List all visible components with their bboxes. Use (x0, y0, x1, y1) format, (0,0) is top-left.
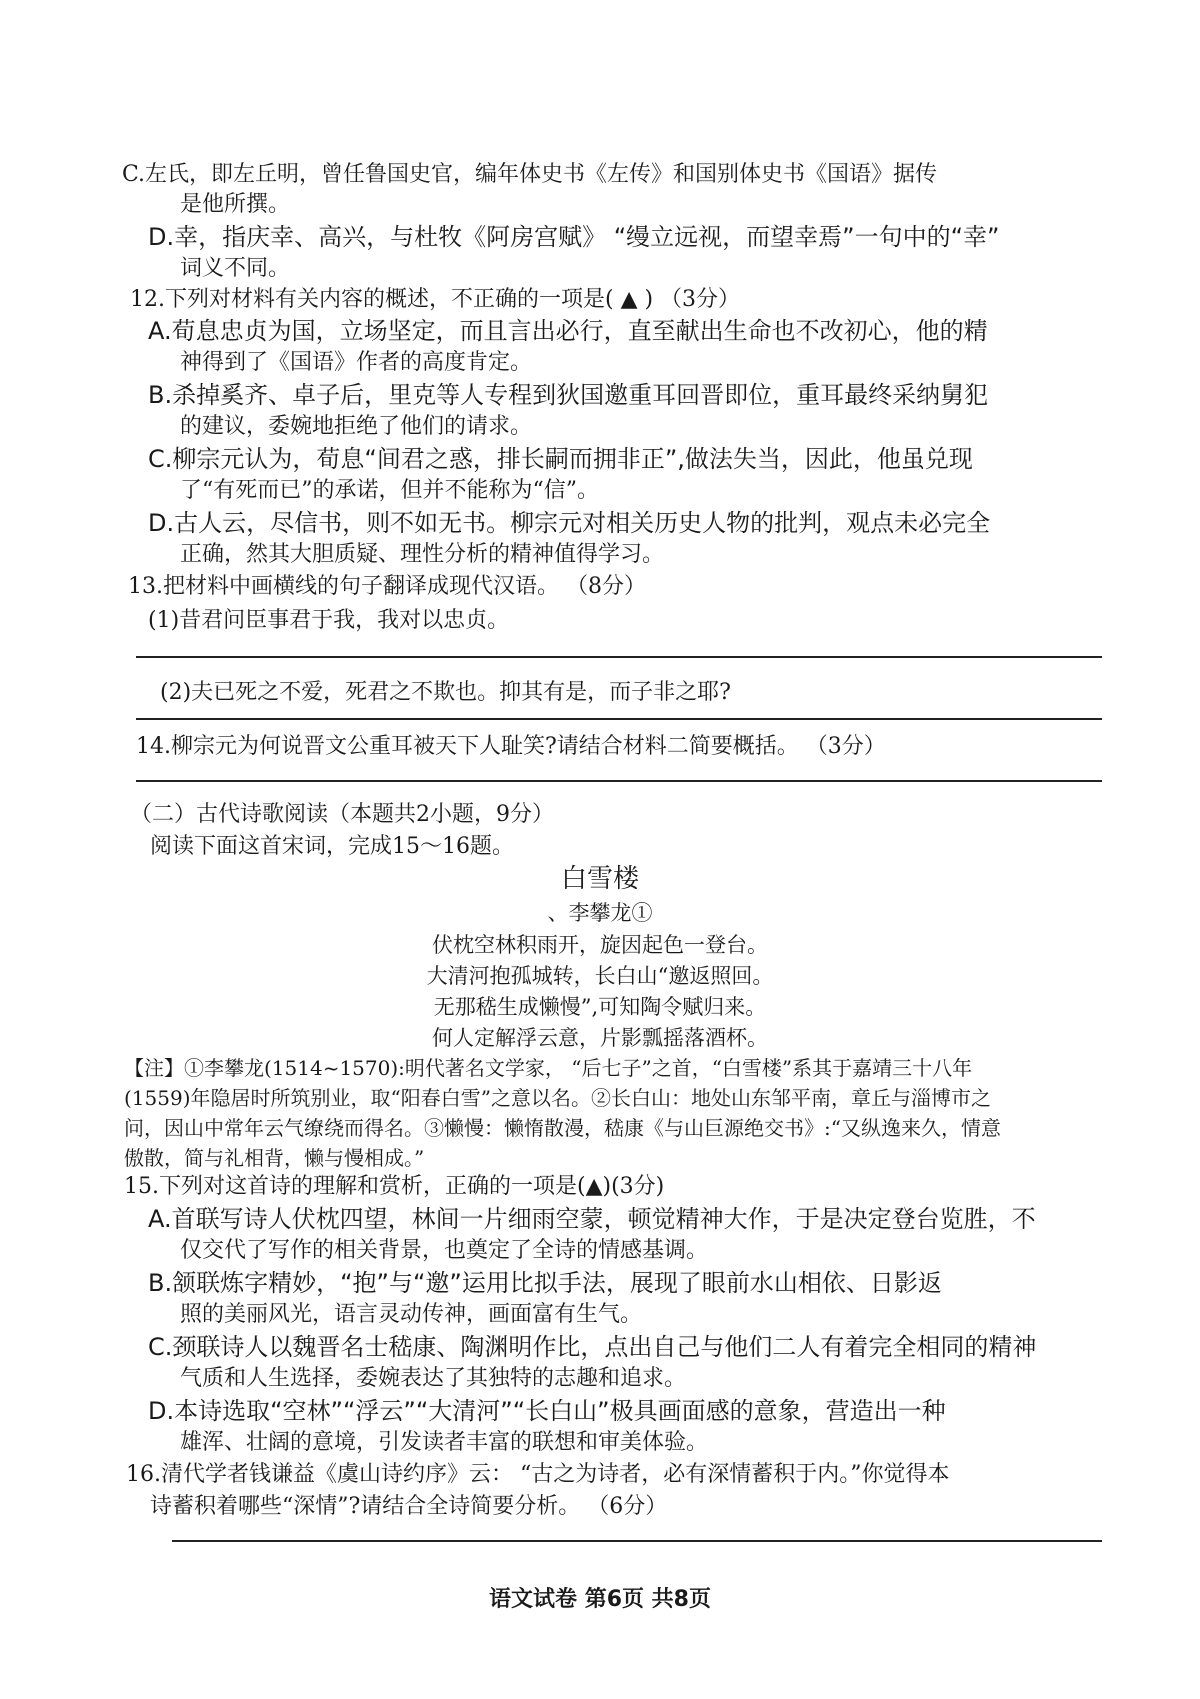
poem-line: 大清河抱孤城转，长白山“邀返照回。 (426, 964, 774, 988)
q11-option-d-line1: D.幸，指庆幸、高兴，与杜牧《阿房宫赋》 “缦立远视，而望幸焉”一句中的“幸” (148, 223, 1000, 251)
q13-sentence-2: (2)夫已死之不爱，死君之不欺也。抑其有是，而子非之耶? (160, 680, 731, 705)
answer-line (136, 718, 1102, 720)
q12-option-d-line1: D.古人云，尽信书，则不如无书。柳宗元对相关历史人物的批判，观点未必完全 (148, 509, 991, 537)
answer-line (136, 780, 1102, 782)
poem-note-line: (1559)年隐居时所筑别业，取“阳春白雪”之意以名。②长白山：地处山东邹平南，章丘与淄博市之 (124, 1086, 991, 1110)
q15-stem: 15.下列对这首诗的理解和赏析，正确的一项是(▲)(3分) (124, 1174, 665, 1199)
q12-option-b-line2: 的建议，委婉地拒绝了他们的请求。 (180, 414, 533, 439)
q15-option-c-line2: 气质和人生选择，委婉表达了其独特的志趣和追求。 (180, 1366, 687, 1391)
q15-option-a-line2: 仅交代了写作的相关背景，也奠定了全诗的情感基调。 (180, 1238, 709, 1263)
q12-option-c-line2: 了“有死而已”的承诺，但并不能称为“信”。 (180, 478, 599, 503)
q11-option-c-line1: C.左氏，即左丘明，曾任鲁国史官，编年体史书《左传》和国别体史书《国语》据传 (122, 162, 938, 187)
answer-line (172, 1540, 1102, 1542)
q12-option-d-line2: 正确，然其大胆质疑、理性分析的精神值得学习。 (180, 542, 665, 567)
q13-sentence-1: (1)昔君问臣事君于我，我对以忠贞。 (148, 608, 510, 633)
poem-note-line: 问，因山中常年云气缭绕而得名。③懒慢：懒惰散漫，嵇康《与山巨源绝交书》:“又纵逸来久，情意 (124, 1116, 1001, 1140)
q11-option-c-line2: 是他所撰。 (180, 192, 291, 217)
poem-note-line: 傲散，简与礼相背，懒与慢相成。” (124, 1146, 425, 1170)
q15-option-d-line2: 雄浑、壮阔的意境，引发读者丰富的联想和审美体验。 (180, 1430, 709, 1455)
section-instruction: 阅读下面这首宋词，完成15～16题。 (150, 834, 514, 859)
q15-option-d-line1: D.本诗选取“空林”“浮云”“大清河”“长白山”极具画面感的意象，营造出一种 (148, 1397, 946, 1425)
q15-option-c-line1: C.颈联诗人以魏晋名士嵇康、陶渊明作比，点出自己与他们二人有着完全相同的精神 (148, 1333, 1037, 1361)
q13-stem: 13.把材料中画横线的句子翻译成现代汉语。 （8分） (128, 574, 646, 599)
poem-line: 无那嵇生成懒慢”,可知陶令赋归来。 (433, 995, 767, 1019)
poem-note-line: 【注】①李攀龙(1514~1570):明代著名文学家， “后七子”之首，“白雪楼”系其于嘉靖三十八年 (124, 1056, 973, 1080)
q15-option-b-line1: B.颔联炼字精妙，“抱”与“邀”运用比拟手法，展现了眼前水山相依、日影返 (148, 1269, 942, 1297)
q15-option-b-line2: 照的美丽风光，语言灵动传神，画面富有生气。 (180, 1302, 643, 1327)
q11-option-d-line2: 词义不同。 (180, 256, 291, 281)
q12-option-b-line1: B.杀掉奚齐、卓子后，里克等人专程到狄国邀重耳回晋即位，重耳最终采纳舅犯 (148, 381, 989, 409)
q16-stem-line2: 诗蓄积着哪些“深情”?请结合全诗简要分析。 （6分） (150, 1494, 668, 1519)
q14-stem: 14.柳宗元为何说晋文公重耳被天下人耻笑?请结合材料二简要概括。 （3分） (136, 734, 886, 759)
q12-option-a-line1: A.荀息忠贞为国，立场坚定，而且言出必行，直至献出生命也不改初心，他的精 (148, 317, 988, 345)
poem-author: 、李攀龙① (547, 901, 653, 925)
q15-option-a-line1: A.首联写诗人伏枕四望，林间一片细雨空蒙，顿觉精神大作，于是决定登台览胜，不 (148, 1205, 1036, 1233)
section-heading: （二）古代诗歌阅读（本题共2小题，9分） (130, 802, 554, 827)
answer-line (136, 656, 1102, 658)
q12-option-a-line2: 神得到了《国语》作者的高度肯定。 (180, 350, 533, 375)
page-footer: 语文试卷 第6页 共8页 (489, 1587, 711, 1612)
q12-stem: 12.下列对材料有关内容的概述，不正确的一项是( ▲ ) （3分） (130, 287, 741, 312)
q16-stem-line1: 16.清代学者钱谦益《虞山诗约序》云： “古之为诗者，必有深情蓄积于内。”你觉得本 (126, 1462, 950, 1487)
poem-line: 伏枕空林积雨开，旋因起色一登台。 (432, 933, 768, 957)
q12-option-c-line1: C.柳宗元认为，荀息“间君之惑，排长嗣而拥非正”,做法失当，因此，他虽兑现 (148, 445, 973, 473)
poem-line: 何人定解浮云意，片影瓢摇落酒杯。 (432, 1026, 768, 1050)
poem-title: 白雪楼 (560, 864, 639, 894)
